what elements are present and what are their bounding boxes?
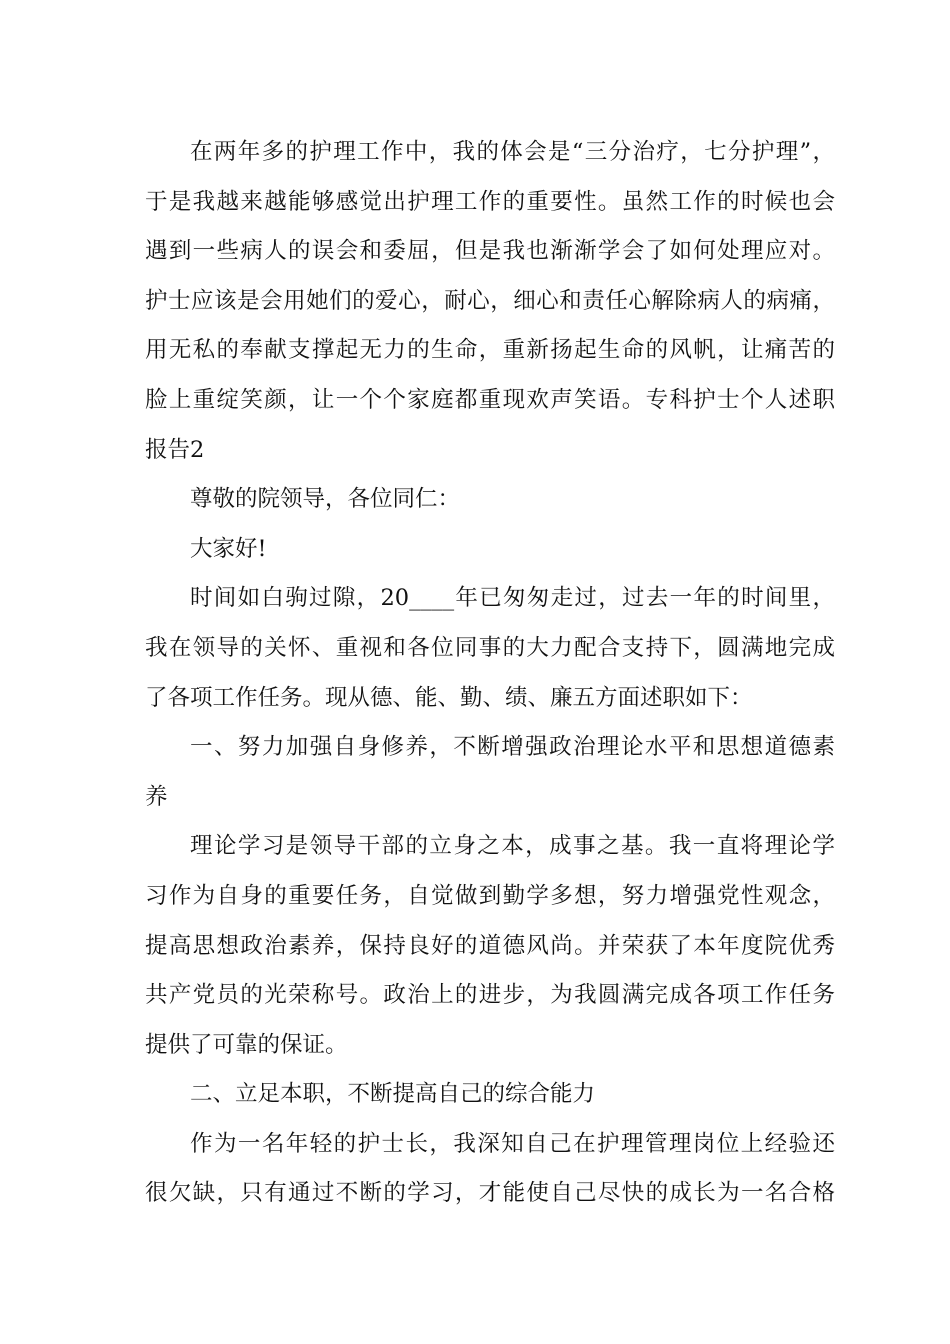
text-line: 提供了可靠的保证。 — [145, 1031, 348, 1058]
text-line: 用无私的奉献支撑起无力的生命，重新扬起生命的风帆，让痛苦的 — [145, 337, 835, 364]
text-line: 脸上重绽笑颜，让一个个家庭都重现欢声笑语。专科护士个人述职 — [145, 386, 835, 413]
text-line: 在两年多的护理工作中，我的体会是“三分治疗，七分护理”， — [190, 139, 835, 165]
text-line: 报告2 — [145, 436, 205, 463]
text-line: 于是我越来越能够感觉出护理工作的重要性。虽然工作的时候也会 — [145, 188, 835, 215]
text-line: 很欠缺，只有通过不断的学习，才能使自己尽快的成长为一名合格 — [145, 1180, 835, 1207]
text-line: 共产党员的光荣称号。政治上的进步，为我圆满完成各项工作任务 — [145, 982, 835, 1009]
text-line: 护士应该是会用她们的爱心，耐心，细心和责任心解除病人的病痛， — [145, 287, 835, 314]
text-line: 我在领导的关怀、重视和各位同事的大力配合支持下，圆满地完成 — [145, 634, 835, 661]
text-line: 一、努力加强自身修养，不断增强政治理论水平和思想道德素 — [190, 734, 835, 761]
text-line: 大家好! — [190, 535, 267, 562]
text-line: 时间如白驹过隙，20____年已匆匆走过，过去一年的时间里， — [190, 585, 835, 612]
text-line: 遇到一些病人的误会和委屈，但是我也渐渐学会了如何处理应对。 — [145, 238, 835, 265]
document-body — [145, 128, 835, 1219]
text-line: 作为一名年轻的护士长，我深知自己在护理管理岗位上经验还 — [190, 1130, 835, 1157]
text-line: 提高思想政治素养，保持良好的道德风尚。并荣获了本年度院优秀 — [145, 932, 835, 959]
text-line: 习作为自身的重要任务，自觉做到勤学多想，努力增强党性观念， — [145, 882, 835, 909]
text-line: 了各项工作任务。现从德、能、勤、绩、廉五方面述职如下： — [145, 684, 753, 711]
text-line: 养 — [145, 783, 168, 810]
text-line: 尊敬的院领导，各位同仁： — [190, 486, 461, 513]
text-line: 二、立足本职，不断提高自己的综合能力 — [190, 1081, 596, 1108]
text-line: 理论学习是领导干部的立身之本，成事之基。我一直将理论学 — [190, 833, 835, 860]
